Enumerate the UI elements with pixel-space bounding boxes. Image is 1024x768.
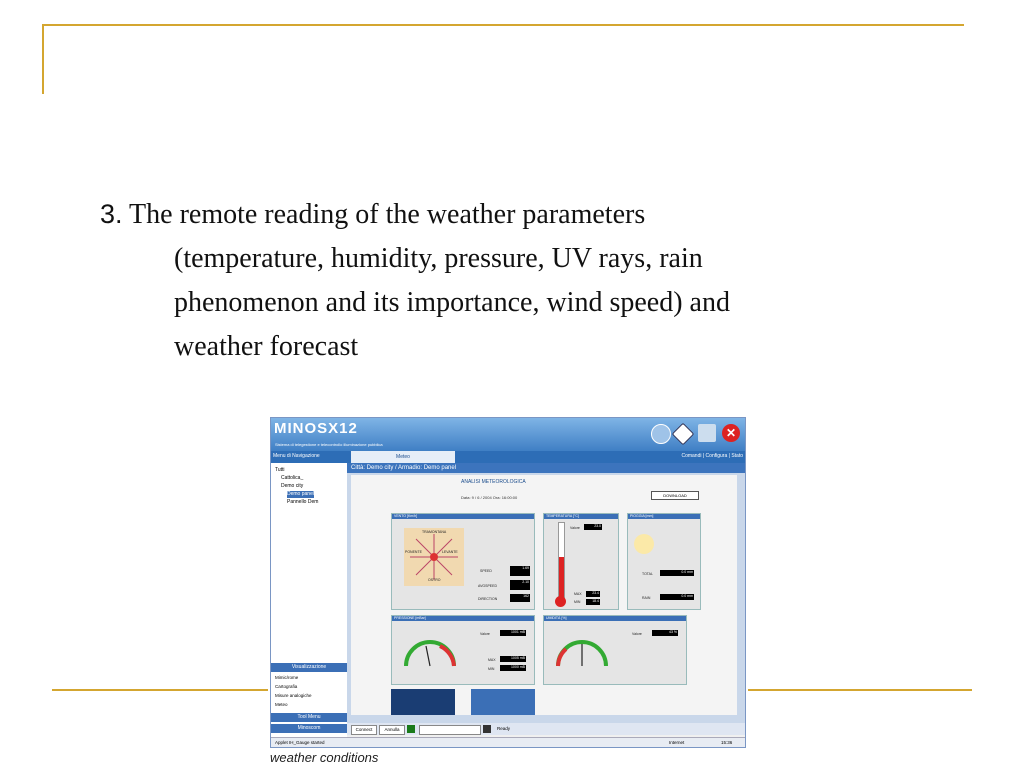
taskbar-app-status: Applet IH_Gauge started bbox=[275, 740, 325, 745]
tree-item-demo-panel[interactable]: Demo panel bbox=[287, 491, 314, 497]
rose-label-east: LEVANTE bbox=[442, 550, 458, 554]
pressure-panel-header: PRESSIONE [mBar] bbox=[392, 616, 534, 621]
humidity-panel-header: UMIDITÀ [%] bbox=[544, 616, 686, 621]
avgspeed-value: 2.10 bbox=[510, 580, 530, 590]
tree-item-demo-city[interactable]: Demo city bbox=[281, 483, 304, 489]
menu-right-links[interactable]: Comandi | Configura | Stato bbox=[681, 453, 743, 459]
humidity-valore-label: Valore bbox=[632, 632, 642, 636]
temp-min-value: 18.4 bbox=[586, 599, 600, 605]
annulla-button[interactable]: Annulla bbox=[379, 725, 405, 735]
top-rule bbox=[42, 24, 964, 26]
taskbar-clock: 15:36 bbox=[721, 740, 733, 745]
pressure-min-label: MIN bbox=[488, 667, 495, 671]
temperature-panel bbox=[543, 513, 619, 610]
pressure-valore-label: Valore bbox=[480, 632, 490, 636]
wind-panel bbox=[391, 513, 535, 610]
pressure-panel bbox=[391, 615, 535, 685]
date-line: Data: 9 / 6 / 2004 Ora: 16:00:00 bbox=[461, 495, 518, 500]
menu-bar bbox=[271, 451, 746, 463]
thermometer-fill bbox=[559, 557, 564, 599]
rain-total-label: TOTAL bbox=[642, 572, 653, 576]
tree-item-tutti[interactable]: Tutti bbox=[275, 467, 285, 473]
content-area bbox=[351, 475, 737, 715]
pressure-gauge-icon bbox=[400, 632, 460, 672]
app-header bbox=[271, 418, 746, 451]
slide-text-line-4: weather forecast bbox=[174, 331, 359, 362]
pressure-max-value: 1005 mB bbox=[500, 656, 526, 662]
monitor-icon[interactable] bbox=[698, 424, 716, 442]
progress-bar bbox=[419, 725, 481, 735]
city-title: Città: Demo city / Armadio: Demo panel bbox=[347, 463, 746, 473]
speed-value: 1.69 bbox=[510, 566, 530, 576]
option-misure[interactable]: Misure analogiche bbox=[275, 693, 312, 698]
slide-text-line-1: The remote reading of the weather parameters bbox=[129, 199, 646, 230]
humidity-value: 43 % bbox=[652, 630, 678, 636]
humidity-gauge-icon bbox=[552, 632, 612, 672]
direction-label: DIRECTION bbox=[478, 597, 498, 601]
connect-button[interactable]: Connect bbox=[351, 725, 377, 735]
thermometer-bulb bbox=[555, 596, 566, 607]
tree-item-pannello-dem[interactable]: Pannello Dem bbox=[287, 499, 319, 505]
minoscom-button[interactable]: Minoscom bbox=[271, 724, 347, 733]
bullet-number: 3. bbox=[100, 199, 123, 229]
temperature-panel-header: TEMPERATURA [°C] bbox=[544, 514, 618, 519]
figure-caption: weather conditions bbox=[270, 750, 379, 765]
option-mimic[interactable]: Mimic/rome bbox=[275, 675, 299, 680]
rain-panel-header: PIOGGIA [mm] bbox=[628, 514, 700, 519]
summary-table bbox=[391, 689, 455, 715]
rain-label: RAIN bbox=[642, 596, 651, 600]
rose-label-north: TRAMONTANA bbox=[422, 530, 447, 534]
nav-menu-title: Menu di Navigazione bbox=[273, 453, 320, 459]
app-screenshot bbox=[270, 417, 746, 748]
wind-panel-header: VENTO [Km/h] bbox=[392, 514, 534, 519]
bottom-rule-right bbox=[748, 689, 972, 691]
pressure-value: 1001 mB bbox=[500, 630, 526, 636]
main-panel bbox=[347, 463, 746, 723]
temp-valore-label: Valore bbox=[570, 526, 580, 530]
tools-icon[interactable] bbox=[651, 424, 671, 444]
thermometer-tube bbox=[558, 522, 565, 600]
diamond-icon[interactable] bbox=[672, 423, 695, 446]
temp-max-value: 23.4 bbox=[586, 591, 600, 597]
slide-text-line-2: (temperature, humidity, pressure, UV rays, rain bbox=[174, 243, 703, 274]
app-logo-subtitle: Sistema di telegestione e telecontrollo illuminazione pubblica bbox=[275, 442, 383, 447]
status-indicator-green bbox=[407, 725, 415, 733]
status-indicator-dark bbox=[483, 725, 491, 733]
rose-label-south: OSTRO bbox=[428, 578, 441, 582]
nav-bottom bbox=[271, 663, 347, 748]
avgspeed-label: AVGSPEED bbox=[478, 584, 497, 588]
forecast-buttons[interactable] bbox=[471, 689, 535, 715]
temp-max-label: MAX bbox=[574, 592, 582, 596]
tree-item-cattolica[interactable]: Cattolica_ bbox=[281, 475, 304, 481]
rain-panel bbox=[627, 513, 701, 610]
ready-label: Ready bbox=[497, 726, 511, 731]
option-meteo[interactable]: Meteo bbox=[275, 702, 288, 707]
slide-text-line-3: phenomenon and its importance, wind speed) and bbox=[174, 287, 730, 318]
internet-zone: Internet bbox=[669, 740, 685, 745]
pressure-max-label: MAX bbox=[488, 658, 496, 662]
bottom-rule-left bbox=[52, 689, 268, 691]
tab-meteo[interactable]: Meteo bbox=[351, 451, 455, 463]
nav-tree bbox=[271, 463, 348, 663]
rain-value: 0.0 mm bbox=[660, 594, 694, 600]
rose-label-west: PONENTE bbox=[405, 550, 422, 554]
option-cartografia[interactable]: Cartografia bbox=[275, 684, 298, 689]
sun-icon bbox=[634, 534, 654, 554]
rain-total-value: 0.0 mm bbox=[660, 570, 694, 576]
slide-bullet-text bbox=[100, 192, 920, 369]
temp-value: 23.0 bbox=[584, 524, 602, 530]
humidity-panel bbox=[543, 615, 687, 685]
direction-value: 162 bbox=[510, 594, 530, 602]
close-icon[interactable]: ✕ bbox=[722, 424, 740, 442]
taskbar bbox=[271, 737, 746, 748]
left-rule bbox=[42, 24, 44, 94]
visualizzazione-header: Visualizzazione bbox=[271, 663, 347, 672]
download-button[interactable]: DOWNLOAD bbox=[651, 491, 699, 500]
analysis-title: ANALISI METEOROLOGICA bbox=[461, 479, 526, 485]
tool-menu-button[interactable]: Tool Menu bbox=[271, 713, 347, 722]
wind-rose bbox=[404, 528, 464, 586]
temp-min-label: MIN bbox=[574, 600, 581, 604]
app-logo: MINOSX12 bbox=[274, 420, 358, 437]
speed-label: SPEED bbox=[480, 569, 492, 573]
pressure-min-value: 1000 mB bbox=[500, 665, 526, 671]
status-bar bbox=[347, 723, 746, 735]
